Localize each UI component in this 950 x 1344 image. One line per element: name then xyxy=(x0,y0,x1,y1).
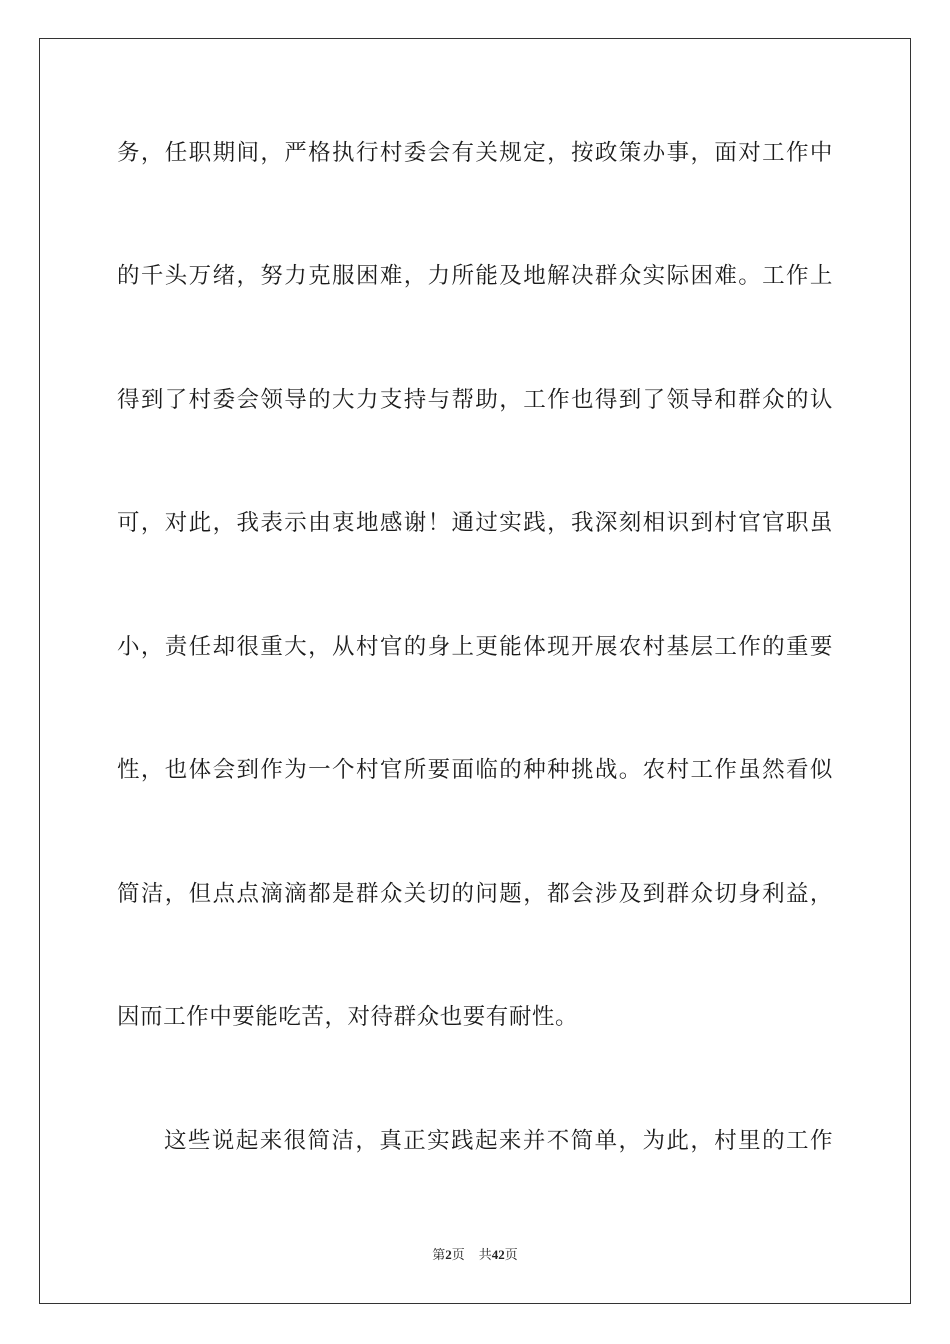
page-number: 2 xyxy=(445,1247,452,1262)
text-line-5: 小，责任却很重大，从村官的身上更能体现开展农村基层工作的重要 xyxy=(117,634,833,660)
total-prefix: 共 xyxy=(478,1248,492,1263)
text-line-7: 简洁，但点点滴滴都是群众关切的问题，都会涉及到群众切身利益， xyxy=(117,881,833,907)
text-line-8: 因而工作中要能吃苦，对待群众也要有耐性。 xyxy=(117,1004,579,1030)
text-line-1: 务，任职期间，严格执行村委会有关规定，按政策办事，面对工作中 xyxy=(117,140,833,166)
page-prefix: 第 xyxy=(432,1248,446,1263)
text-line-9-paragraph-start: 这些说起来很简洁，真正实践起来并不简单，为此，村里的工作 xyxy=(164,1128,833,1154)
text-line-2: 的千头万绪，努力克服困难，力所能及地解决群众实际困难。工作上 xyxy=(117,263,833,289)
page-footer xyxy=(0,1246,950,1265)
text-line-6: 性，也体会到作为一个村官所要面临的种种挑战。农村工作虽然看似 xyxy=(117,757,833,783)
text-line-3: 得到了村委会领导的大力支持与帮助，工作也得到了领导和群众的认 xyxy=(117,387,833,413)
total-suffix: 页 xyxy=(504,1248,518,1263)
total-pages: 42 xyxy=(491,1247,505,1262)
text-line-4: 可，对此，我表示由衷地感谢！通过实践，我深刻相识到村官官职虽 xyxy=(117,510,833,536)
page-border xyxy=(39,38,911,1304)
page-suffix: 页 xyxy=(451,1248,465,1263)
